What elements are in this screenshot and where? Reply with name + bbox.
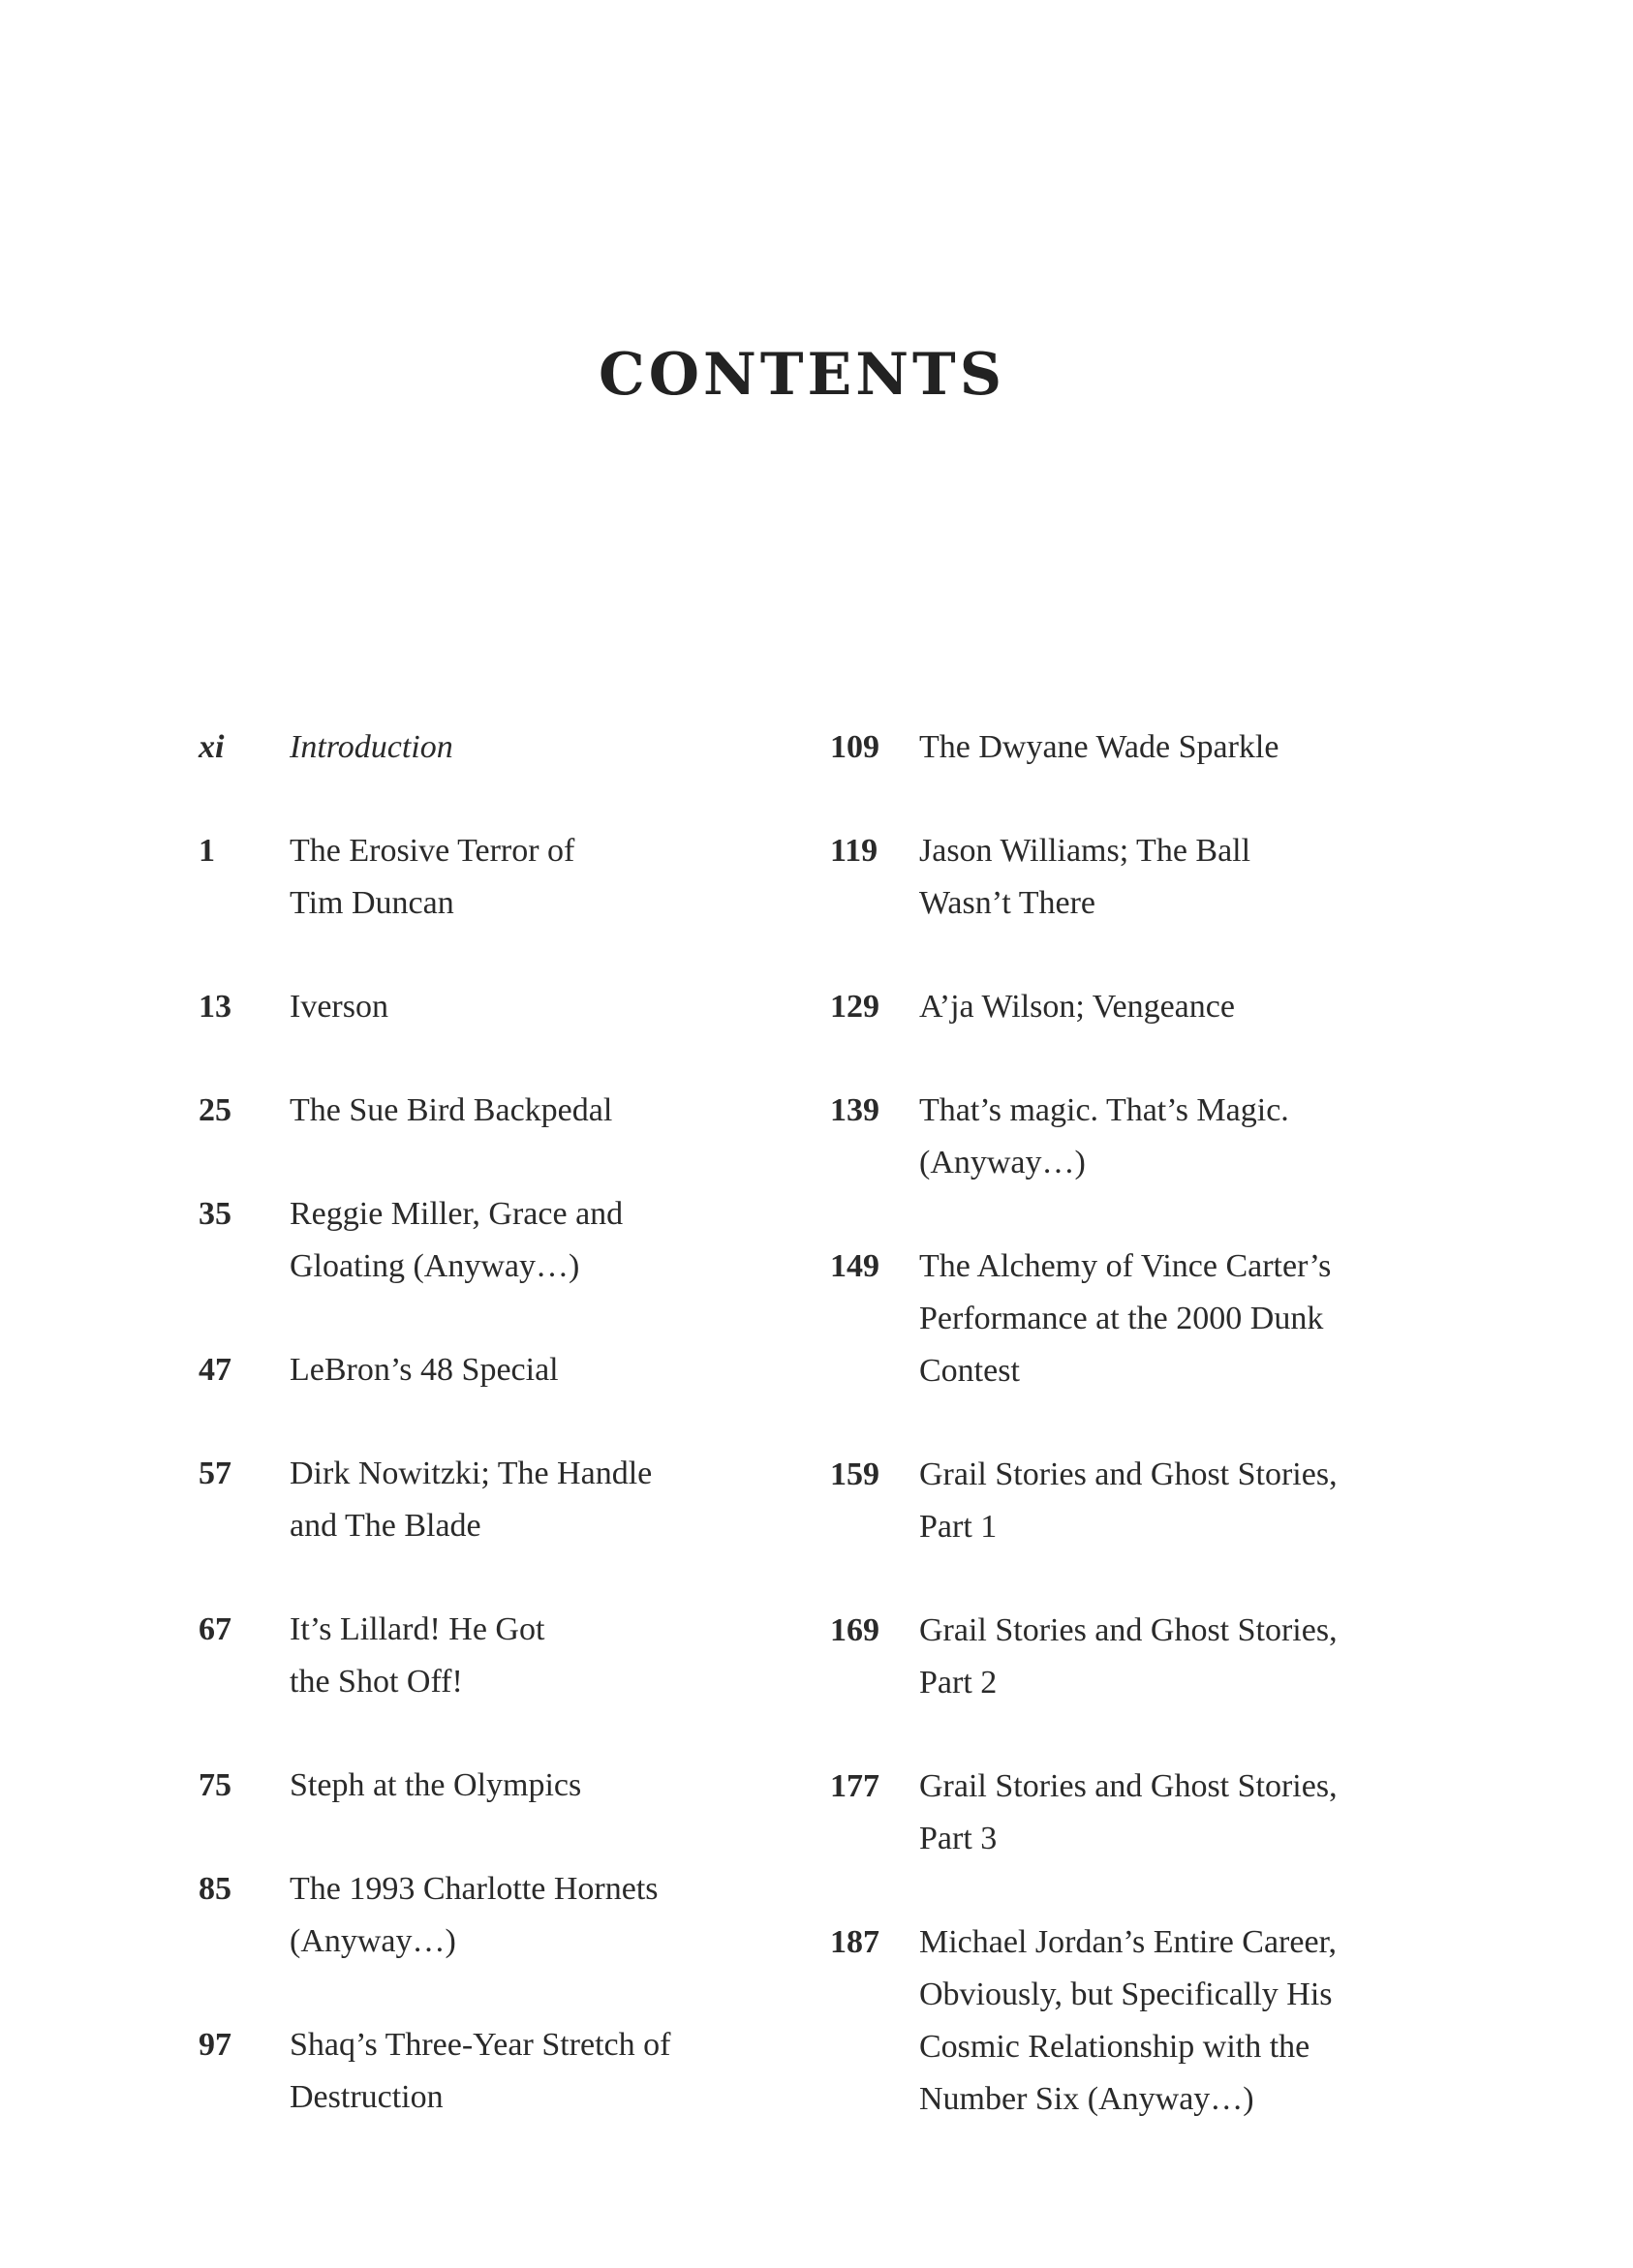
page-title: CONTENTS: [598, 341, 1006, 409]
toc-entry: [199, 1760, 670, 1812]
toc-page-number: 97: [199, 2027, 231, 2063]
toc-chapter-title: That’s magic. That’s Magic. (Anyway…): [919, 1092, 1289, 1180]
toc-chapter-title: Steph at the Olympics: [290, 1767, 582, 1803]
toc-page-number: 129: [830, 989, 879, 1025]
toc-chapter-title: Jason Williams; The Ball Wasn’t There: [919, 833, 1251, 921]
toc-chapter-title: Michael Jordan’s Entire Career, Obviously, but Specifically His Cosmic Relationship with the Number Six (Anyway…): [919, 1924, 1338, 2117]
toc-entry: [830, 1449, 1338, 1553]
toc-entry: [199, 825, 670, 930]
toc-chapter-title: Grail Stories and Ghost Stories, Part 1: [919, 1456, 1338, 1545]
toc-entry: [199, 721, 670, 774]
toc-entry: [199, 1448, 670, 1552]
toc-entry: [199, 1604, 670, 1708]
toc-page-number: 13: [199, 989, 231, 1025]
toc-entry: [830, 825, 1338, 930]
toc-page-number: 85: [199, 1871, 231, 1907]
toc-page-number: 177: [830, 1768, 879, 1804]
toc-chapter-title: Dirk Nowitzki; The Handle and The Blade: [290, 1456, 653, 1544]
toc-chapter-title: The 1993 Charlotte Hornets (Anyway…): [290, 1871, 659, 1959]
toc-page-number: 109: [830, 729, 879, 765]
toc-page-number: 1: [199, 833, 215, 869]
toc-page-number: 139: [830, 1092, 879, 1128]
toc-entry: [830, 1241, 1338, 1397]
toc-page-number: 187: [830, 1924, 879, 1960]
toc-entry: [830, 721, 1338, 774]
toc-chapter-title: It’s Lillard! He Got the Shot Off!: [290, 1611, 545, 1700]
toc-entry: [199, 1188, 670, 1293]
toc-chapter-title: Iverson: [290, 989, 388, 1025]
toc-entry: [830, 981, 1338, 1033]
toc-entry: [830, 1085, 1338, 1189]
toc-column-right: [830, 721, 1338, 2177]
toc-page-number: 67: [199, 1611, 231, 1647]
toc-chapter-title: LeBron’s 48 Special: [290, 1352, 559, 1388]
toc-page-number: 25: [199, 1092, 231, 1128]
toc-chapter-title: A’ja Wilson; Vengeance: [919, 989, 1235, 1025]
toc-entry: [830, 1605, 1338, 1709]
toc-chapter-title: Grail Stories and Ghost Stories, Part 2: [919, 1612, 1338, 1701]
toc-entry: [830, 1761, 1338, 1865]
toc-entry: [199, 981, 670, 1033]
toc-column-left: [199, 721, 670, 2175]
toc-entry: [830, 1916, 1338, 2126]
toc-page-number: 149: [830, 1248, 879, 1284]
toc-chapter-title: Reggie Miller, Grace and Gloating (Anyway…): [290, 1196, 624, 1284]
toc-page-number: 159: [830, 1456, 879, 1492]
toc-page-number: xi: [199, 729, 225, 765]
toc-page-number: 75: [199, 1767, 231, 1803]
toc-entry: [199, 1863, 670, 1968]
toc-chapter-title: The Alchemy of Vince Carter’s Performance at the 2000 Dunk Contest: [919, 1248, 1332, 1389]
toc-entry: [199, 1344, 670, 1396]
toc-entry: [199, 1085, 670, 1137]
toc-chapter-title: Grail Stories and Ghost Stories, Part 3: [919, 1768, 1338, 1856]
toc-page-number: 47: [199, 1352, 231, 1388]
toc-chapter-title: Introduction: [290, 729, 453, 765]
toc-chapter-title: The Sue Bird Backpedal: [290, 1092, 613, 1128]
toc-page-number: 119: [830, 833, 878, 869]
toc-chapter-title: The Erosive Terror of Tim Duncan: [290, 833, 575, 921]
toc-page-number: 169: [830, 1612, 879, 1648]
toc-chapter-title: Shaq’s Three-Year Stretch of Destruction: [290, 2027, 671, 2115]
toc-page-number: 57: [199, 1456, 231, 1491]
toc-entry: [199, 2019, 670, 2124]
toc-chapter-title: The Dwyane Wade Sparkle: [919, 729, 1279, 765]
toc-page-number: 35: [199, 1196, 231, 1232]
